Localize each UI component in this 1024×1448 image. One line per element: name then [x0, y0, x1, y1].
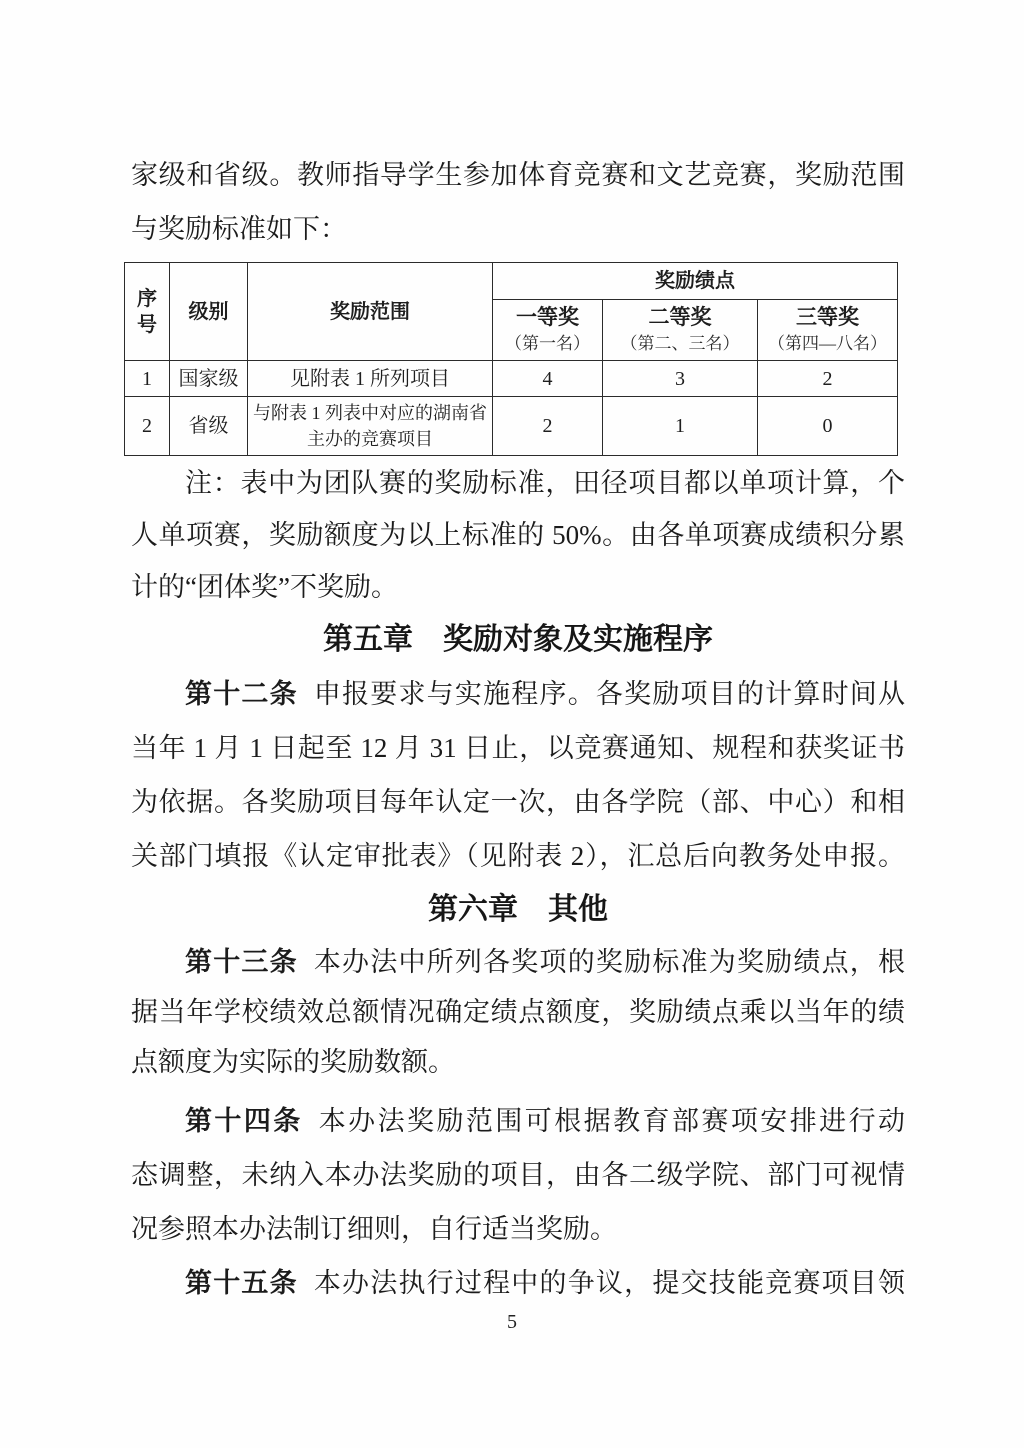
cell-index: 1	[125, 361, 170, 397]
prize-range: （第一名）	[505, 334, 590, 353]
body-line: 点额度为实际的奖励数额。	[131, 1047, 455, 1077]
header-cell-level: 级别	[170, 263, 248, 361]
note-line: 人单项赛，奖励额度为以上标准的 50%。由各单项赛成绩积分累	[131, 520, 905, 550]
body-line: 当年 1 月 1 日起至 12 月 31 日止，以竞赛通知、规程和获奖证书	[131, 733, 905, 763]
cell-second: 3	[603, 361, 758, 397]
reward-table-wrapper	[124, 262, 905, 456]
table-row	[125, 361, 898, 397]
body-line-text: 本办法中所列各奖项的奖励标准为奖励绩点，根	[313, 947, 906, 977]
body-line	[131, 1094, 905, 1148]
article-term: 第十四条	[185, 1106, 303, 1136]
header-cell-first-prize	[493, 300, 603, 361]
cell-level: 国家级	[170, 361, 248, 397]
cell-first: 2	[493, 397, 603, 456]
article-term: 第十三条	[185, 947, 298, 977]
chapter-heading-6: 第六章 其他	[428, 893, 608, 926]
article-13-paragraph	[131, 937, 905, 1087]
cell-scope: 见附表 1 所列项目	[248, 361, 493, 397]
page-number: 5	[507, 1311, 517, 1333]
article-term: 第十二条	[185, 679, 298, 709]
body-line: 态调整，未纳入本办法奖励的项目，由各二级学院、部门可视情	[131, 1160, 905, 1190]
body-line: 据当年学校绩效总额情况确定绩点额度，奖励绩点乘以当年的绩	[131, 997, 905, 1027]
cell-level: 省级	[170, 397, 248, 456]
header-cell-second-prize	[603, 300, 758, 361]
article-15-paragraph	[131, 1256, 905, 1310]
prize-range: （第四—八名）	[768, 334, 887, 353]
prize-title: 三等奖	[796, 305, 859, 329]
chapter-heading-5: 第五章 奖励对象及实施程序	[323, 623, 713, 656]
page-content	[131, 0, 905, 1310]
reward-table	[124, 262, 898, 456]
article-14-paragraph	[131, 1094, 905, 1256]
article-12-paragraph	[131, 667, 905, 883]
body-line: 况参照本办法制订细则，自行适当奖励。	[131, 1214, 617, 1244]
body-line: 家级和省级。教师指导学生参加体育竞赛和文艺竞赛，奖励范围	[131, 160, 905, 190]
prize-range: （第二、三名）	[620, 334, 740, 353]
header-cell-scope: 奖励范围	[248, 263, 493, 361]
prize-title: 二等奖	[648, 305, 712, 329]
prize-title: 一等奖	[516, 305, 579, 329]
cell-second: 1	[603, 397, 758, 456]
table-row	[125, 397, 898, 456]
header-cell-index: 序号	[125, 263, 170, 361]
cell-first: 4	[493, 361, 603, 397]
cell-scope	[248, 397, 493, 456]
body-line: 为依据。各奖励项目每年认定一次，由各学院（部、中心）和相	[131, 787, 905, 817]
header-cell-third-prize	[758, 300, 898, 361]
cell-scope-line: 主办的竞赛项目	[307, 429, 433, 449]
cell-index: 2	[125, 397, 170, 456]
body-line: 与奖励标准如下：	[131, 214, 347, 244]
body-line-text: 申报要求与实施程序。各奖励项目的计算时间从	[313, 679, 906, 709]
note-line: 注：表中为团队赛的奖励标准，田径项目都以单项计算，个	[185, 468, 905, 498]
body-line	[131, 667, 905, 721]
body-line	[131, 1256, 905, 1310]
header-cell-points: 奖励绩点	[493, 263, 898, 300]
body-line-text: 本办法奖励范围可根据教育部赛项安排进行动	[318, 1106, 906, 1136]
cell-third: 2	[758, 361, 898, 397]
article-term: 第十五条	[185, 1268, 298, 1298]
body-line	[131, 937, 905, 987]
cell-third: 0	[758, 397, 898, 456]
cell-scope-line: 与附表 1 列表中对应的湖南省	[253, 403, 487, 423]
body-line-text: 本办法执行过程中的争议，提交技能竞赛项目领	[313, 1268, 906, 1298]
note-paragraph	[131, 457, 905, 613]
intro-paragraph	[131, 0, 905, 256]
note-line: 计的“团体奖”不奖励。	[131, 572, 398, 602]
body-line: 关部门填报《认定审批表》（见附表 2），汇总后向教务处申报。	[131, 841, 905, 871]
